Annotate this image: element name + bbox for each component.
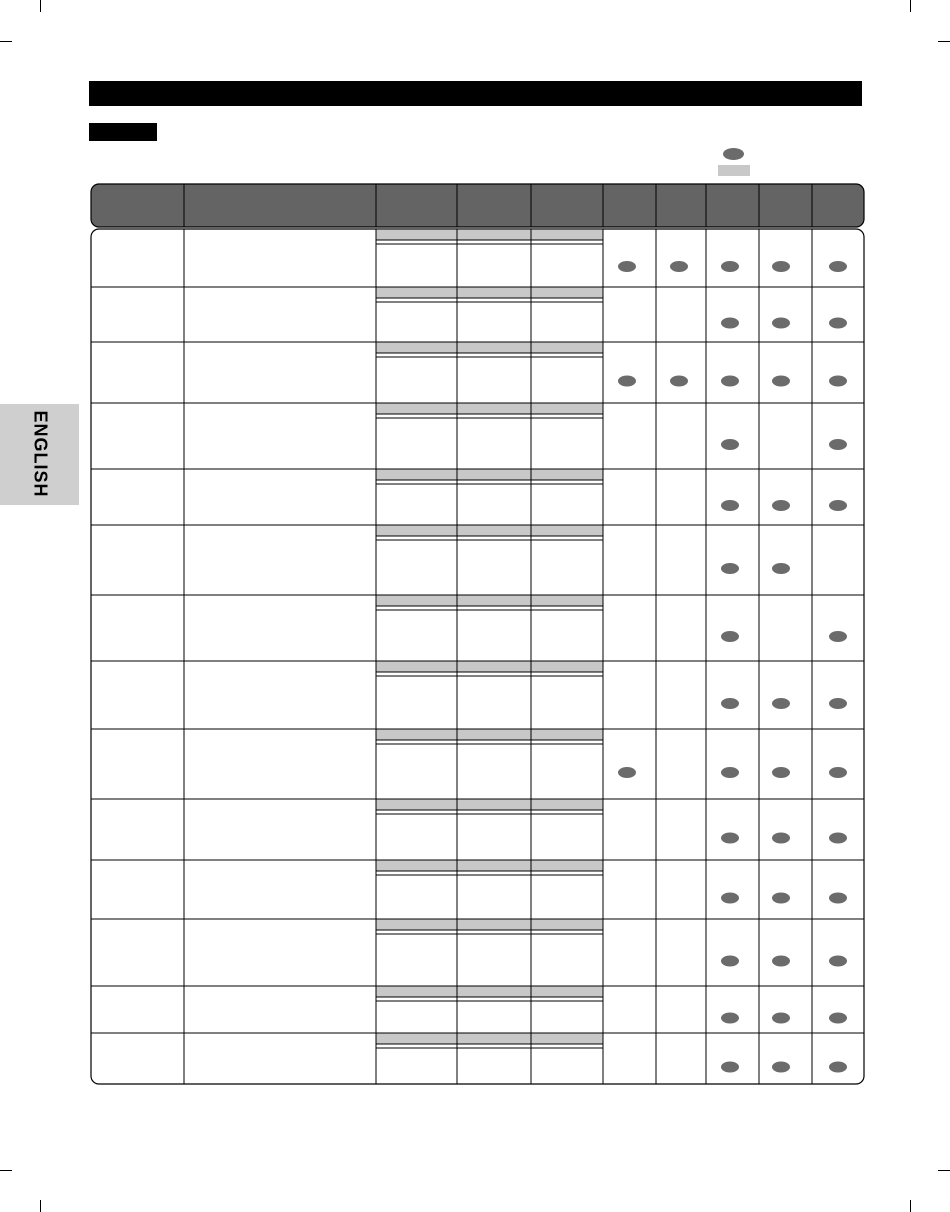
mark-dot-icon	[618, 767, 636, 778]
row-subband	[376, 986, 603, 997]
row-subband	[376, 342, 603, 353]
mark-dot-icon	[721, 956, 739, 967]
mark-dot-icon	[772, 563, 790, 574]
mark-dot-icon	[829, 833, 847, 844]
mark-dot-icon	[721, 439, 739, 450]
mark-dot-icon	[721, 500, 739, 511]
mark-dot-icon	[829, 698, 847, 709]
mark-dot-icon	[829, 261, 847, 272]
mark-dot-icon	[670, 376, 688, 387]
mark-dot-icon	[772, 956, 790, 967]
mark-dot-icon	[670, 261, 688, 272]
mark-dot-icon	[772, 500, 790, 511]
mark-dot-icon	[618, 261, 636, 272]
row-subband	[376, 525, 603, 536]
mark-dot-icon	[829, 500, 847, 511]
mark-dot-icon	[721, 261, 739, 272]
mark-dot-icon	[721, 767, 739, 778]
mark-dot-icon	[829, 376, 847, 387]
mark-dot-icon	[721, 631, 739, 642]
mark-dot-icon	[618, 376, 636, 387]
mark-dot-icon	[829, 956, 847, 967]
mark-dot-icon	[829, 1062, 847, 1073]
row-subband	[376, 799, 603, 810]
mark-dot-icon	[772, 1062, 790, 1073]
mark-dot-icon	[721, 698, 739, 709]
row-subband	[376, 860, 603, 871]
mark-dot-icon	[772, 767, 790, 778]
mark-dot-icon	[772, 893, 790, 904]
mark-dot-icon	[721, 1062, 739, 1073]
mark-dot-icon	[721, 563, 739, 574]
row-subband	[376, 729, 603, 740]
language-label: ENGLISH	[30, 410, 51, 498]
mark-dot-icon	[829, 439, 847, 450]
mark-dot-icon	[829, 631, 847, 642]
mark-dot-icon	[721, 833, 739, 844]
mark-dot-icon	[721, 376, 739, 387]
mark-dot-icon	[829, 1013, 847, 1024]
row-subband	[376, 1033, 603, 1044]
row-subband	[376, 595, 603, 606]
table-header	[91, 184, 864, 227]
mark-dot-icon	[721, 318, 739, 329]
mark-dot-icon	[721, 893, 739, 904]
row-subband	[376, 287, 603, 298]
row-subband	[376, 469, 603, 480]
row-subband	[376, 403, 603, 414]
mark-dot-icon	[772, 261, 790, 272]
mark-dot-icon	[829, 893, 847, 904]
mark-dot-icon	[829, 318, 847, 329]
mark-dot-icon	[772, 698, 790, 709]
mark-dot-icon	[772, 376, 790, 387]
mark-dot-icon	[772, 833, 790, 844]
row-subband	[376, 661, 603, 672]
row-subband	[376, 229, 603, 240]
mark-dot-icon	[721, 1013, 739, 1024]
mark-dot-icon	[829, 767, 847, 778]
mark-dot-icon	[772, 318, 790, 329]
mark-dot-icon	[772, 1013, 790, 1024]
row-subband	[376, 919, 603, 930]
